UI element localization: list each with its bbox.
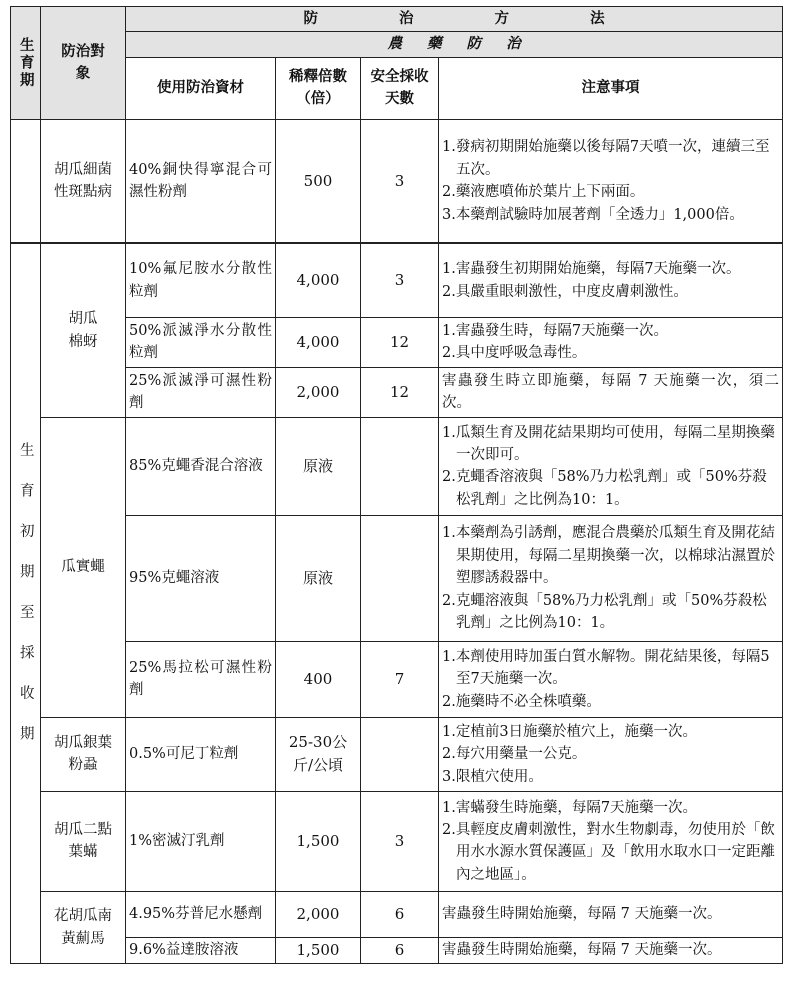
- dilution-cell: 1,500: [276, 937, 361, 963]
- note-item: 2.藥液應噴佈於葉片上下兩面。: [442, 184, 645, 201]
- note-item: 2.每穴用藥量一公克。: [442, 746, 587, 763]
- stage-cell-main: 生育初期至採收期: [11, 243, 41, 963]
- dilution-cell: 原液: [276, 515, 361, 641]
- target-cell: 胡瓜銀葉粉蝨: [41, 717, 126, 791]
- header-agent: 使用防治資材: [126, 57, 276, 119]
- note-item: 2.克蠅溶液與「58%乃力松乳劑」或「50%芬殺松乳劑」之比例為10：1。: [442, 592, 767, 632]
- table-row: [11, 317, 783, 367]
- note-item: 2.具中度呼吸急毒性。: [442, 345, 587, 362]
- dilution-cell: 4,000: [276, 243, 361, 317]
- table-row: [11, 243, 783, 317]
- dilution-cell: 4,000: [276, 317, 361, 367]
- pesticide-table-document: [10, 6, 783, 964]
- notes-cell: [439, 119, 783, 243]
- notes-cell: [439, 515, 783, 641]
- notes-cell: [439, 717, 783, 791]
- agent-cell: 50%派滅淨水分散性粒劑: [126, 317, 276, 367]
- safe-days-cell: 3: [361, 243, 439, 317]
- note-item: 1.定植前3日施藥於植穴上，施藥一次。: [442, 723, 698, 740]
- notes-cell: 害蟲發生時開始施藥，每隔 7 天施藥一次。: [439, 937, 783, 963]
- header-target: 防治對象: [41, 7, 126, 120]
- notes-cell: 害蟲發生時立即施藥，每隔 7 天施藥一次，須二次。: [439, 367, 783, 417]
- agent-cell: 1%密滅汀乳劑: [126, 791, 276, 891]
- table-row: [11, 791, 783, 891]
- notes-cell: [439, 417, 783, 515]
- note-item: 3.本藥劑試驗時加展著劑「全透力」1,000倍。: [442, 206, 744, 223]
- dilution-cell: 原液: [276, 417, 361, 515]
- note-item: 2.克蠅香溶液與「58%乃力松乳劑」或「50%芬殺松乳劑」之比例為10：1。: [442, 469, 767, 508]
- dilution-cell: 1,500: [276, 791, 361, 891]
- notes-cell: [439, 317, 783, 367]
- agent-cell: 4.95%芬普尼水懸劑: [126, 891, 276, 937]
- stage-cell-empty: [11, 119, 41, 243]
- safe-days-cell: [361, 515, 439, 641]
- header-stage: 生育期: [11, 7, 41, 120]
- note-item: 1.本藥劑為引誘劑，應混合農藥於瓜類生育及開花結果期使用，每隔二星期換藥一次，以棉球沾濕置於塑膠誘殺器中。: [442, 525, 775, 587]
- safe-days-cell: 6: [361, 891, 439, 937]
- header-safe-days: 安全採收天數: [361, 57, 439, 119]
- notes-cell: [439, 641, 783, 717]
- safe-days-cell: 3: [361, 791, 439, 891]
- note-item: 1.害蟎發生時施藥，每隔7天施藥一次。: [442, 799, 698, 816]
- dilution-cell: 2,000: [276, 367, 361, 417]
- notes-cell: 害蟲發生時開始施藥，每隔 7 天施藥一次。: [439, 891, 783, 937]
- table-row: [11, 641, 783, 717]
- agent-cell: 25%派滅淨可濕性粉劑: [126, 367, 276, 417]
- agent-cell: 25%馬拉松可濕性粉劑: [126, 641, 276, 717]
- dilution-cell: 400: [276, 641, 361, 717]
- agent-cell: 95%克蠅溶液: [126, 515, 276, 641]
- header-notes: 注意事項: [439, 57, 783, 119]
- header-dilution: 稀釋倍數（倍）: [276, 57, 361, 119]
- note-item: 1.發病初期開始施藥以後每隔7天噴一次，連續三至五次。: [442, 139, 770, 178]
- safe-days-cell: [361, 417, 439, 515]
- dilution-cell: 25-30公斤/公頃: [276, 717, 361, 791]
- table-row: [11, 119, 783, 243]
- note-item: 2.具輕度皮膚刺激性，對水生物劇毒，勿使用於「飲用水水源水質保護區」及「飲用水取水口一定距離內之地區」。: [442, 821, 775, 883]
- table-row: [11, 937, 783, 963]
- pest-control-table: [10, 6, 783, 964]
- target-cell: 瓜實蠅: [41, 417, 126, 717]
- header-sub-method: 農 藥 防 治: [126, 32, 783, 57]
- safe-days-cell: 12: [361, 367, 439, 417]
- table-row: [11, 417, 783, 515]
- header-method: 防 治 方 法: [126, 7, 783, 32]
- target-cell: 花胡瓜南黃薊馬: [41, 891, 126, 963]
- table-row: [11, 891, 783, 937]
- agent-cell: 0.5%可尼丁粒劑: [126, 717, 276, 791]
- note-item: 1.害蟲發生初期開始施藥，每隔7天施藥一次。: [442, 261, 741, 278]
- agent-cell: 40%銅快得寧混合可濕性粉劑: [126, 119, 276, 243]
- safe-days-cell: [361, 717, 439, 791]
- table-row: [11, 515, 783, 641]
- target-cell: 胡瓜棉蚜: [41, 243, 126, 417]
- target-cell: 胡瓜細菌性斑點病: [41, 119, 126, 243]
- dilution-cell: 2,000: [276, 891, 361, 937]
- agent-cell: 85%克蠅香混合溶液: [126, 417, 276, 515]
- agent-cell: 10%氟尼胺水分散性粒劑: [126, 243, 276, 317]
- table-row: [11, 717, 783, 791]
- dilution-cell: 500: [276, 119, 361, 243]
- safe-days-cell: 3: [361, 119, 439, 243]
- notes-cell: [439, 243, 783, 317]
- target-cell: 胡瓜二點葉蟎: [41, 791, 126, 891]
- note-item: 2.施藥時不必全株噴藥。: [442, 693, 601, 710]
- note-item: 2.具嚴重眼刺激性，中度皮膚刺激性。: [442, 283, 688, 300]
- note-item: 1.瓜類生育及開花結果期均可使用，每隔二星期換藥一次即可。: [442, 424, 775, 463]
- table-row: [11, 367, 783, 417]
- safe-days-cell: 12: [361, 317, 439, 367]
- agent-cell: 9.6%益達胺溶液: [126, 937, 276, 963]
- note-item: 1.本劑使用時加蛋白質水解物。開花結果後，每隔5至7天施藥一次。: [442, 648, 770, 688]
- note-item: 3.限植穴使用。: [442, 768, 543, 785]
- safe-days-cell: 7: [361, 641, 439, 717]
- notes-cell: [439, 791, 783, 891]
- safe-days-cell: 6: [361, 937, 439, 963]
- note-item: 1.害蟲發生時，每隔7天施藥一次。: [442, 322, 669, 339]
